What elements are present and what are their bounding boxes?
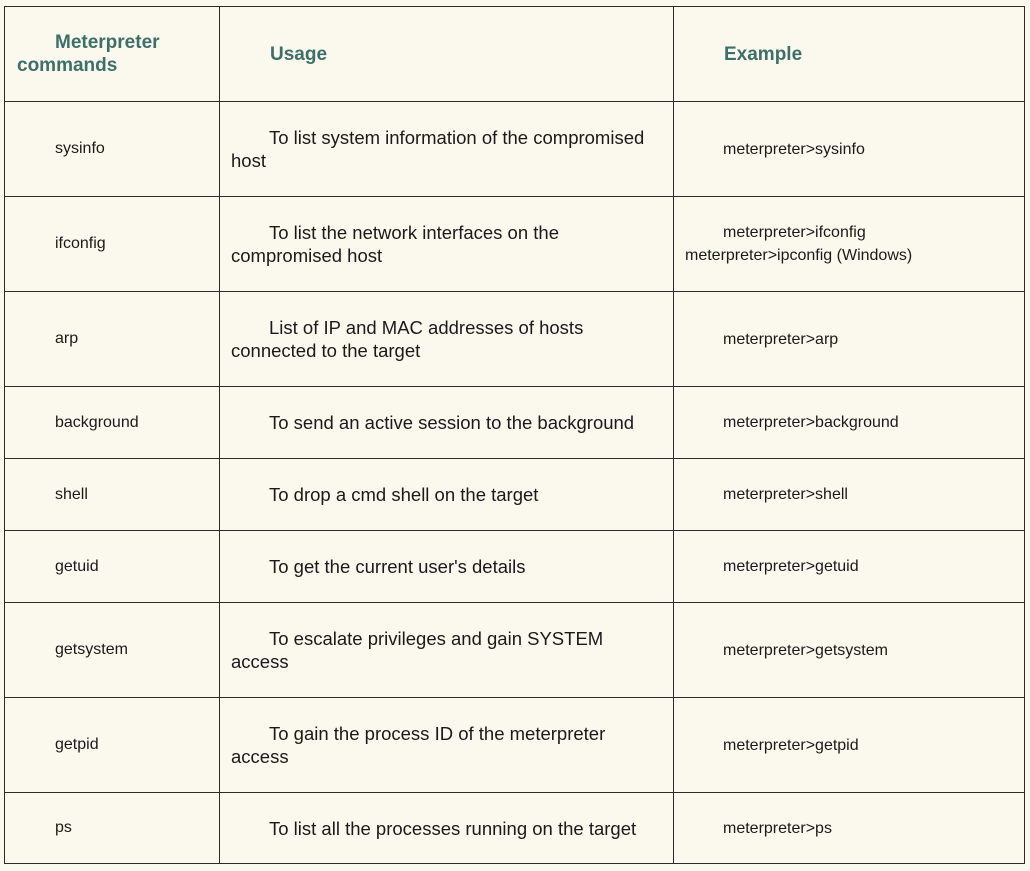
header-usage: Usage [220,7,674,102]
command-cell: ps [5,793,220,864]
command-cell: getuid [5,531,220,603]
table-row [5,531,1025,603]
usage-cell: To drop a cmd shell on the target [220,459,674,531]
table-row [5,197,1025,292]
example-cell: meterpreter>background [674,387,1025,459]
command-cell: ifconfig [5,197,220,292]
usage-cell: To send an active session to the background [220,387,674,459]
command-cell: background [5,387,220,459]
table-row [5,793,1025,864]
example-cell: meterpreter>ps [674,793,1025,864]
example-cell: meterpreter>sysinfo [674,102,1025,197]
usage-cell: To escalate privileges and gain SYSTEM access [220,603,674,698]
usage-cell: To list system information of the compromised host [220,102,674,197]
table-row [5,603,1025,698]
usage-cell: To gain the process ID of the meterpreter access [220,698,674,793]
usage-cell: To get the current user's details [220,531,674,603]
command-cell: getpid [5,698,220,793]
meterpreter-commands-table [4,6,1025,864]
usage-cell: List of IP and MAC addresses of hosts connected to the target [220,292,674,387]
table-row [5,698,1025,793]
example-cell: meterpreter>getsystem [674,603,1025,698]
table-row [5,102,1025,197]
example-cell: meterpreter>getpid [674,698,1025,793]
table-header-row [5,7,1025,102]
example-cell: meterpreter>arp [674,292,1025,387]
command-cell: shell [5,459,220,531]
table-row [5,459,1025,531]
table-row [5,292,1025,387]
header-example: Example [674,7,1025,102]
example-cell: meterpreter>shell [674,459,1025,531]
command-cell: getsystem [5,603,220,698]
example-cell: meterpreter>getuid [674,531,1025,603]
table-row [5,387,1025,459]
usage-cell: To list the network interfaces on the compromised host [220,197,674,292]
command-cell: arp [5,292,220,387]
command-cell: sysinfo [5,102,220,197]
header-command: Meterpreter commands [5,7,220,102]
example-cell: meterpreter>ifconfig meterpreter>ipconfig (Windows) [674,197,1025,292]
usage-cell: To list all the processes running on the target [220,793,674,864]
